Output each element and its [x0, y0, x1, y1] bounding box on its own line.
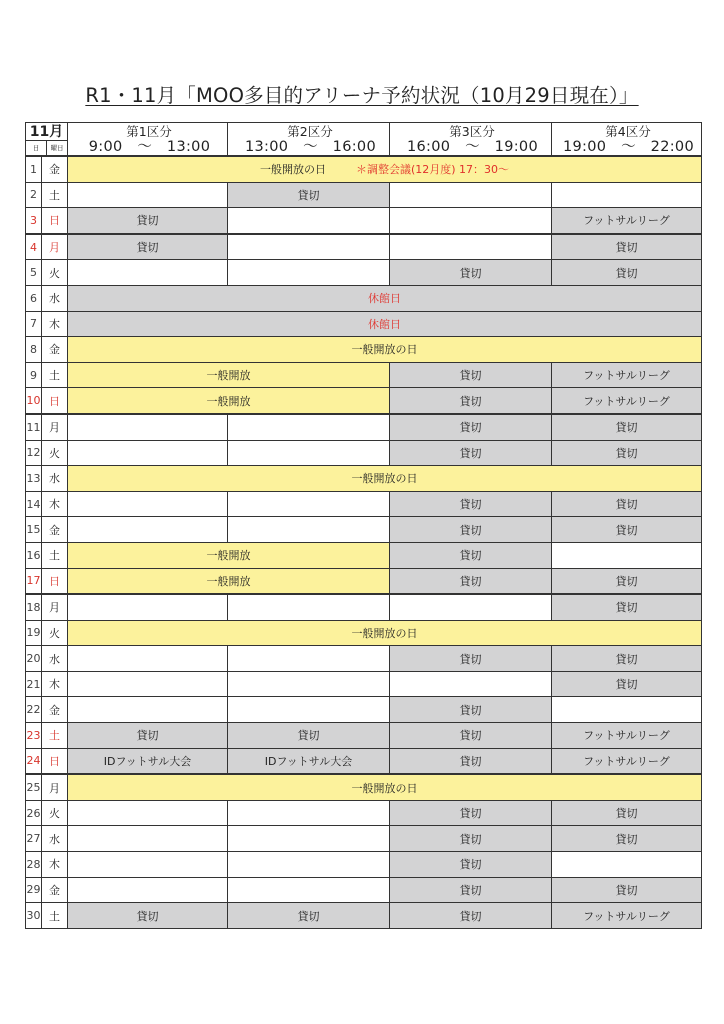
- day-of-week: 月: [42, 594, 68, 620]
- period-name: 第4区分: [605, 123, 651, 139]
- slot-cell: [552, 697, 702, 723]
- day-of-week: 火: [42, 440, 68, 466]
- day-row: [26, 697, 702, 723]
- slot-cell: [228, 517, 390, 543]
- day-number: 19: [26, 620, 42, 646]
- day-of-week: 木: [42, 491, 68, 517]
- day-row: [26, 877, 702, 903]
- slot-label: 貸切: [136, 909, 159, 923]
- header-month-cell: [26, 123, 68, 157]
- slot-cell: [228, 903, 390, 929]
- day-number: 9: [26, 362, 42, 388]
- day-row: [26, 903, 702, 929]
- slot-label: 貸切: [615, 807, 638, 821]
- day-row: [26, 491, 702, 517]
- slot-cell: [552, 362, 702, 388]
- day-of-week: 月: [42, 414, 68, 440]
- day-row: [26, 466, 702, 492]
- header-day-label: 日: [26, 141, 47, 155]
- day-of-week: 水: [42, 466, 68, 492]
- day-number: 22: [26, 697, 42, 723]
- slot-label: 貸切: [297, 909, 320, 923]
- slot-cell: [68, 774, 702, 800]
- slot-label: 貸切: [459, 446, 482, 460]
- day-of-week: 日: [42, 388, 68, 414]
- slot-label: 貸切: [615, 601, 638, 615]
- slot-cell: [552, 852, 702, 878]
- slot-label: 貸切: [615, 652, 638, 666]
- slot-label: 一般開放の日: [259, 163, 326, 177]
- slot-label: 貸切: [615, 832, 638, 846]
- slot-cell: [552, 800, 702, 826]
- day-number: 10: [26, 388, 42, 414]
- day-number: 3: [26, 208, 42, 234]
- slot-cell: [68, 748, 228, 774]
- day-number: 24: [26, 748, 42, 774]
- slot-label: 貸切: [459, 807, 482, 821]
- slot-cell: [390, 542, 552, 568]
- slot-cell: [390, 800, 552, 826]
- day-of-week: 木: [42, 852, 68, 878]
- slot-cell: [552, 646, 702, 672]
- day-of-week: 月: [42, 234, 68, 260]
- slot-label: 貸切: [615, 241, 638, 255]
- day-number: 8: [26, 337, 42, 363]
- day-row: [26, 671, 702, 697]
- slot-cell: [68, 620, 702, 646]
- slot-cell: [68, 542, 390, 568]
- day-row: [26, 774, 702, 800]
- slot-cell: [228, 723, 390, 749]
- day-row: [26, 388, 702, 414]
- day-row: [26, 182, 702, 208]
- day-row: [26, 620, 702, 646]
- slot-label: 貸切: [615, 266, 638, 280]
- slot-cell: [390, 697, 552, 723]
- slot-cell: [390, 594, 552, 620]
- reservation-table: [25, 122, 702, 929]
- slot-cell: [68, 903, 228, 929]
- slot-cell: [552, 440, 702, 466]
- day-number: 23: [26, 723, 42, 749]
- slot-cell: [552, 826, 702, 852]
- slot-cell: [68, 414, 228, 440]
- header-row: [26, 123, 702, 157]
- day-of-week: 水: [42, 285, 68, 311]
- slot-cell: [68, 594, 228, 620]
- slot-label: 貸切: [459, 421, 482, 435]
- slot-cell: [68, 877, 228, 903]
- slot-cell: [228, 697, 390, 723]
- day-row: [26, 362, 702, 388]
- day-of-week: 水: [42, 646, 68, 672]
- slot-label: 貸切: [459, 549, 482, 563]
- slot-label: 一般開放の日: [351, 472, 418, 486]
- slot-cell: [228, 234, 390, 260]
- slot-label: 休館日: [368, 317, 401, 331]
- day-number: 15: [26, 517, 42, 543]
- slot-cell: [390, 208, 552, 234]
- day-number: 7: [26, 311, 42, 337]
- slot-label: 貸切: [459, 832, 482, 846]
- slot-cell: [390, 440, 552, 466]
- day-of-week: 金: [42, 517, 68, 543]
- slot-label: 休館日: [368, 292, 401, 306]
- day-number: 16: [26, 542, 42, 568]
- day-row: [26, 594, 702, 620]
- slot-label: 貸切: [297, 188, 320, 202]
- slot-label: フットサルリーグ: [583, 214, 670, 228]
- day-number: 30: [26, 903, 42, 929]
- slot-label: 貸切: [136, 729, 159, 743]
- slot-cell: [68, 234, 228, 260]
- slot-cell: [228, 748, 390, 774]
- day-row: [26, 234, 702, 260]
- slot-cell: [552, 491, 702, 517]
- slot-label: フットサルリーグ: [583, 394, 670, 408]
- slot-cell: [552, 594, 702, 620]
- slot-cell: [228, 414, 390, 440]
- day-number: 5: [26, 260, 42, 286]
- day-of-week: 日: [42, 748, 68, 774]
- slot-cell: [552, 568, 702, 594]
- period-name: 第3区分: [449, 123, 495, 139]
- day-of-week: 土: [42, 542, 68, 568]
- day-number: 25: [26, 774, 42, 800]
- slot-cell: [68, 646, 228, 672]
- slot-label: フットサルリーグ: [583, 754, 670, 768]
- slot-cell: [390, 491, 552, 517]
- day-number: 27: [26, 826, 42, 852]
- day-of-week: 火: [42, 620, 68, 646]
- day-of-week: 火: [42, 260, 68, 286]
- slot-cell: [390, 826, 552, 852]
- slot-label: 一般開放: [206, 574, 251, 588]
- day-number: 1: [26, 156, 42, 182]
- slot-label: 貸切: [459, 266, 482, 280]
- day-number: 26: [26, 800, 42, 826]
- slot-cell: [68, 852, 228, 878]
- slot-cell: [390, 414, 552, 440]
- slot-label: 貸切: [615, 523, 638, 537]
- slot-cell: [228, 671, 390, 697]
- header-month: 11月: [26, 124, 67, 141]
- slot-cell: [552, 903, 702, 929]
- day-row: [26, 414, 702, 440]
- slot-label: 貸切: [136, 214, 159, 228]
- day-of-week: 水: [42, 826, 68, 852]
- slot-label: 貸切: [459, 909, 482, 923]
- reservation-table-body: [26, 123, 702, 929]
- period-time: 19:00 ～ 22:00: [563, 138, 694, 155]
- slot-label: 一般開放: [206, 394, 251, 408]
- slot-cell: [390, 568, 552, 594]
- day-of-week: 木: [42, 311, 68, 337]
- slot-label: 貸切: [297, 729, 320, 743]
- period-time: 9:00 ～ 13:00: [88, 138, 211, 155]
- slot-label: 貸切: [615, 498, 638, 512]
- slot-cell: [68, 517, 228, 543]
- header-period-4: [552, 123, 702, 157]
- slot-label: 貸切: [459, 498, 482, 512]
- slot-cell: [552, 542, 702, 568]
- day-number: 6: [26, 285, 42, 311]
- slot-cell: [228, 800, 390, 826]
- page-title: [0, 80, 724, 108]
- slot-cell: [552, 748, 702, 774]
- slot-cell: [552, 517, 702, 543]
- day-of-week: 土: [42, 182, 68, 208]
- slot-cell: [228, 491, 390, 517]
- slot-cell: [390, 748, 552, 774]
- day-number: 29: [26, 877, 42, 903]
- slot-cell: [390, 723, 552, 749]
- slot-label: 貸切: [459, 394, 482, 408]
- day-row: [26, 542, 702, 568]
- slot-label: 一般開放の日: [351, 343, 418, 357]
- day-row: [26, 260, 702, 286]
- slot-label: 貸切: [459, 883, 482, 897]
- header-period-3: [390, 123, 552, 157]
- day-number: 21: [26, 671, 42, 697]
- slot-cell: [552, 671, 702, 697]
- slot-label: 貸切: [459, 523, 482, 537]
- slot-label: フットサルリーグ: [583, 729, 670, 743]
- day-row: [26, 208, 702, 234]
- slot-cell: [552, 234, 702, 260]
- slot-cell: [68, 491, 228, 517]
- day-row: [26, 748, 702, 774]
- slot-label: 貸切: [615, 446, 638, 460]
- slot-label: フットサルリーグ: [583, 369, 670, 383]
- slot-cell: [68, 800, 228, 826]
- slot-label: 貸切: [615, 678, 638, 692]
- slot-label: IDフットサル大会: [103, 754, 192, 768]
- day-of-week: 土: [42, 362, 68, 388]
- slot-cell: [390, 852, 552, 878]
- slot-label: 貸切: [459, 858, 482, 872]
- day-number: 4: [26, 234, 42, 260]
- day-row: [26, 568, 702, 594]
- period-name: 第1区分: [126, 123, 172, 139]
- day-row: [26, 517, 702, 543]
- slot-cell: [390, 517, 552, 543]
- slot-cell: [68, 723, 228, 749]
- slot-cell: [228, 646, 390, 672]
- slot-label: 貸切: [459, 652, 482, 666]
- slot-cell: [390, 388, 552, 414]
- slot-cell: [68, 260, 228, 286]
- slot-label: フットサルリーグ: [583, 909, 670, 923]
- day-of-week: 金: [42, 156, 68, 182]
- slot-cell: [68, 388, 390, 414]
- slot-cell: [552, 182, 702, 208]
- slot-cell: [68, 362, 390, 388]
- meeting-note: ＊調整会議(12月度) 17：30～: [355, 163, 510, 177]
- slot-cell: [390, 877, 552, 903]
- slot-cell: [390, 234, 552, 260]
- day-row: [26, 800, 702, 826]
- slot-label: 貸切: [459, 729, 482, 743]
- day-row: [26, 337, 702, 363]
- day-of-week: 火: [42, 800, 68, 826]
- day-number: 18: [26, 594, 42, 620]
- day-number: 28: [26, 852, 42, 878]
- slot-cell: [552, 388, 702, 414]
- slot-cell: [552, 208, 702, 234]
- slot-label: 貸切: [136, 241, 159, 255]
- slot-cell: [390, 646, 552, 672]
- slot-label: 貸切: [615, 574, 638, 588]
- day-of-week: 土: [42, 903, 68, 929]
- slot-cell: [228, 877, 390, 903]
- page-title-text: R1・11月「MOO多目的アリーナ予約状況（10月29日現在）」: [85, 84, 639, 107]
- day-number: 2: [26, 182, 42, 208]
- slot-cell: [552, 723, 702, 749]
- slot-label: 貸切: [459, 754, 482, 768]
- day-number: 20: [26, 646, 42, 672]
- slot-cell: [68, 311, 702, 337]
- slot-cell: [390, 903, 552, 929]
- slot-label: 一般開放の日: [351, 626, 418, 640]
- slot-cell: [68, 671, 228, 697]
- slot-label: IDフットサル大会: [264, 754, 353, 768]
- day-row: [26, 156, 702, 182]
- day-row: [26, 440, 702, 466]
- day-number: 14: [26, 491, 42, 517]
- slot-cell: [228, 594, 390, 620]
- slot-cell: [68, 466, 702, 492]
- slot-cell: [68, 156, 702, 182]
- slot-label: 貸切: [459, 703, 482, 717]
- slot-cell: [228, 440, 390, 466]
- day-row: [26, 285, 702, 311]
- day-of-week: 金: [42, 337, 68, 363]
- day-of-week: 日: [42, 568, 68, 594]
- slot-cell: [68, 568, 390, 594]
- header-period-2: [228, 123, 390, 157]
- header-dow-label: 曜日: [50, 143, 64, 152]
- header-period-1: [68, 123, 228, 157]
- slot-label: 貸切: [459, 574, 482, 588]
- slot-cell: [68, 826, 228, 852]
- day-number: 17: [26, 568, 42, 594]
- slot-label: 貸切: [615, 883, 638, 897]
- slot-cell: [68, 697, 228, 723]
- day-of-week: 月: [42, 774, 68, 800]
- slot-cell: [68, 285, 702, 311]
- slot-cell: [552, 260, 702, 286]
- slot-cell: [68, 182, 228, 208]
- slot-cell: [228, 826, 390, 852]
- slot-cell: [68, 440, 228, 466]
- slot-label: 一般開放: [206, 369, 251, 383]
- period-name: 第2区分: [287, 123, 333, 139]
- day-of-week: 木: [42, 671, 68, 697]
- slot-cell: [390, 182, 552, 208]
- day-of-week: 土: [42, 723, 68, 749]
- slot-cell: [390, 260, 552, 286]
- day-of-week: 金: [42, 697, 68, 723]
- slot-label: 一般開放の日: [351, 781, 418, 795]
- period-time: 13:00 ～ 16:00: [245, 138, 376, 155]
- slot-cell: [552, 414, 702, 440]
- day-of-week: 日: [42, 208, 68, 234]
- slot-cell: [228, 852, 390, 878]
- slot-cell: [68, 337, 702, 363]
- slot-cell: [552, 877, 702, 903]
- slot-cell: [390, 362, 552, 388]
- slot-cell: [228, 208, 390, 234]
- day-number: 13: [26, 466, 42, 492]
- day-row: [26, 311, 702, 337]
- day-row: [26, 826, 702, 852]
- day-row: [26, 723, 702, 749]
- slot-label: 貸切: [615, 421, 638, 435]
- period-time: 16:00 ～ 19:00: [407, 138, 538, 155]
- slot-cell: [228, 182, 390, 208]
- day-of-week: 金: [42, 877, 68, 903]
- slot-cell: [228, 260, 390, 286]
- day-number: 11: [26, 414, 42, 440]
- day-row: [26, 852, 702, 878]
- slot-label: 貸切: [459, 369, 482, 383]
- day-row: [26, 646, 702, 672]
- day-number: 12: [26, 440, 42, 466]
- slot-cell: [68, 208, 228, 234]
- slot-label: 一般開放: [206, 549, 251, 563]
- slot-cell: [390, 671, 552, 697]
